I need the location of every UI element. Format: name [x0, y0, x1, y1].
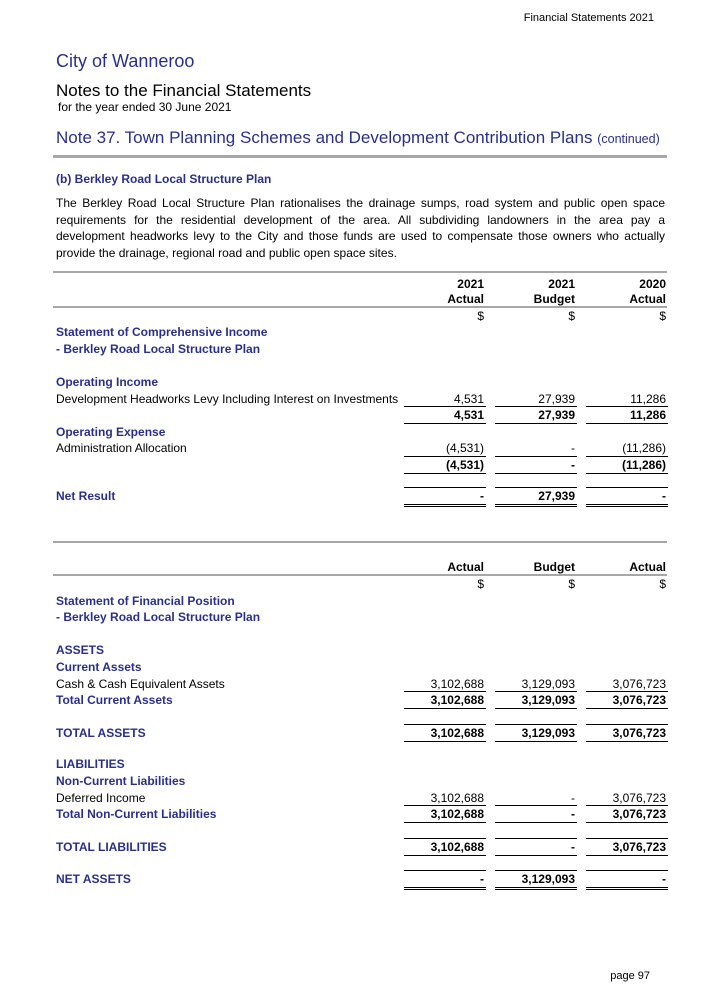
- organization-name: City of Wanneroo: [56, 51, 195, 71]
- expense-total-value: -: [571, 458, 575, 472]
- net-result-row: [53, 488, 667, 504]
- section-paragraph: The Berkley Road Local Structure Plan rationalises the drainage sumps, road system and public open space requirements for the residential development of the area. All subdividing landowners in the area pay a development headworks levy to the City and those funds are used to compensate those owners who actually provide the drainage, regional road and public open space sites.: [56, 196, 665, 260]
- income-total-value: 11,286: [629, 408, 666, 422]
- notes-title: Notes to the Financial Statements: [56, 81, 312, 100]
- cash-row: [53, 676, 667, 692]
- net-result-label: Net Result: [56, 489, 116, 503]
- col-unit: $: [477, 577, 484, 591]
- total-rule: [495, 822, 577, 823]
- net-assets-value: -: [480, 872, 484, 886]
- deferred-income-value: 3,102,688: [430, 791, 484, 805]
- col-type: Actual: [447, 292, 484, 306]
- income-total-value: 27,939: [538, 408, 575, 422]
- total-liabilities-value: 3,076,723: [612, 840, 666, 854]
- total-rule: [586, 708, 668, 709]
- table2-top-rule: [53, 541, 667, 543]
- current-assets-heading: Current Assets: [56, 660, 142, 674]
- total-assets-label: TOTAL ASSETS: [56, 726, 146, 740]
- deferred-income-value: 3,076,723: [612, 791, 666, 805]
- col-year: 2021: [457, 277, 484, 291]
- col-year: 2020: [639, 277, 666, 291]
- note-title-text: Note 37. Town Planning Schemes and Development Contribution Plans: [56, 128, 593, 147]
- table2-subtitle-row: [53, 609, 667, 625]
- operating-income-row: [53, 374, 667, 390]
- current-assets-heading-row: [53, 659, 667, 675]
- double-rule: [495, 887, 577, 890]
- admin-value: (4,531): [445, 441, 484, 455]
- statement-title: Statement of Financial Position: [56, 594, 235, 608]
- deferred-income-row: [53, 790, 667, 806]
- col-type: Budget: [533, 292, 575, 306]
- note-continued: (continued): [597, 132, 660, 146]
- cash-label: Cash & Cash Equivalent Assets: [56, 677, 225, 691]
- total-current-assets-row: [53, 692, 667, 708]
- admin-value: -: [571, 441, 575, 455]
- net-result-value: -: [480, 489, 484, 503]
- table2-title-row: [53, 593, 667, 609]
- cash-value: 3,076,723: [612, 677, 666, 691]
- total-assets-value: 3,129,093: [521, 726, 575, 740]
- cash-value: 3,102,688: [430, 677, 484, 691]
- total-assets-value: 3,102,688: [430, 726, 484, 740]
- admin-label: Administration Allocation: [56, 441, 187, 455]
- page-number: page 97: [610, 970, 650, 982]
- total-rule: [404, 822, 486, 823]
- total-rule: [404, 855, 486, 856]
- col-type: Actual: [629, 292, 666, 306]
- title-divider: [53, 155, 667, 158]
- levy-value: 4,531: [453, 392, 484, 406]
- deferred-income-label: Deferred Income: [56, 791, 146, 805]
- col-unit: $: [477, 309, 484, 323]
- total-current-assets-value: 3,129,093: [521, 693, 575, 707]
- total-current-assets-label: Total Current Assets: [56, 693, 173, 707]
- admin-row: [53, 440, 667, 456]
- net-assets-value: -: [662, 872, 666, 886]
- col-unit: $: [568, 309, 575, 323]
- total-liabilities-value: 3,102,688: [430, 840, 484, 854]
- note-title: [56, 128, 660, 148]
- table2-unit-row: [53, 576, 667, 592]
- total-rule: [404, 741, 486, 742]
- table1-top-rule: [53, 271, 667, 273]
- operating-expense-row: [53, 424, 667, 440]
- table1-type-row: [53, 291, 667, 307]
- income-total-value: 4,531: [453, 408, 484, 422]
- net-assets-value: 3,129,093: [521, 872, 575, 886]
- table1-title-row: [53, 324, 667, 340]
- liabilities-heading: LIABILITIES: [56, 757, 125, 771]
- net-result-value: -: [662, 489, 666, 503]
- assets-heading-row: [53, 642, 667, 658]
- ncl-heading-row: [53, 773, 667, 789]
- non-current-liabilities-heading: Non-Current Liabilities: [56, 774, 186, 788]
- total-rule: [495, 708, 577, 709]
- statement-subtitle: - Berkley Road Local Structure Plan: [56, 342, 261, 356]
- levy-value: 11,286: [630, 392, 666, 406]
- total-current-assets-value: 3,102,688: [430, 693, 484, 707]
- total-rule: [495, 473, 577, 474]
- statement-title: Statement of Comprehensive Income: [56, 325, 268, 339]
- col-type: Budget: [533, 560, 575, 574]
- total-rule: [404, 473, 486, 474]
- total-rule: [495, 741, 577, 742]
- cash-value: 3,129,093: [521, 677, 575, 691]
- total-rule: [586, 855, 668, 856]
- levy-value: 27,939: [538, 392, 575, 406]
- expense-total-value: (4,531): [445, 458, 484, 472]
- total-rule: [495, 855, 577, 856]
- table1-year-row: [53, 276, 667, 292]
- total-assets-row: [53, 725, 667, 741]
- total-liabilities-label: TOTAL LIABILITIES: [56, 840, 167, 854]
- deferred-income-value: -: [571, 791, 575, 805]
- double-rule: [586, 504, 668, 507]
- total-current-assets-value: 3,076,723: [612, 693, 666, 707]
- total-liabilities-value: -: [571, 840, 575, 854]
- double-rule: [495, 504, 577, 507]
- expense-total-value: (11,286): [621, 458, 666, 472]
- total-ncl-row: [53, 806, 667, 822]
- liabilities-heading-row: [53, 756, 667, 772]
- section-heading: (b) Berkley Road Local Structure Plan: [56, 172, 272, 186]
- expense-total-row: [53, 457, 667, 473]
- admin-value: (11,286): [622, 441, 666, 455]
- total-assets-value: 3,076,723: [612, 726, 666, 740]
- assets-heading: ASSETS: [56, 643, 105, 657]
- net-result-value: 27,939: [538, 489, 575, 503]
- total-rule: [586, 473, 668, 474]
- document-header-title: Financial Statements 2021: [523, 12, 654, 24]
- col-unit: $: [568, 577, 575, 591]
- net-assets-row: [53, 871, 667, 887]
- col-type: Actual: [629, 560, 666, 574]
- col-type: Actual: [447, 560, 484, 574]
- col-unit: $: [659, 577, 666, 591]
- total-ncl-label: Total Non-Current Liabilities: [56, 807, 217, 821]
- col-unit: $: [659, 309, 666, 323]
- statement-subtitle: - Berkley Road Local Structure Plan: [56, 610, 261, 624]
- levy-label: Development Headworks Levy Including Interest on Investments: [56, 392, 399, 406]
- operating-expense-heading: Operating Expense: [56, 425, 166, 439]
- operating-income-heading: Operating Income: [56, 375, 159, 389]
- total-rule: [586, 822, 668, 823]
- notes-subtitle: for the year ended 30 June 2021: [58, 100, 232, 114]
- levy-row: [53, 391, 667, 407]
- income-total-row: [53, 407, 667, 423]
- total-liabilities-row: [53, 839, 667, 855]
- double-rule: [586, 887, 668, 890]
- double-rule: [404, 504, 486, 507]
- table1-subtitle-row: [53, 341, 667, 357]
- total-ncl-value: 3,076,723: [612, 807, 666, 821]
- total-ncl-value: -: [571, 807, 575, 821]
- net-assets-label: NET ASSETS: [56, 872, 131, 886]
- total-ncl-value: 3,102,688: [430, 807, 484, 821]
- total-rule: [404, 708, 486, 709]
- total-rule: [586, 741, 668, 742]
- col-year: 2021: [548, 277, 575, 291]
- table2-type-row: [53, 559, 667, 575]
- table1-unit-row: [53, 308, 667, 324]
- double-rule: [404, 887, 486, 890]
